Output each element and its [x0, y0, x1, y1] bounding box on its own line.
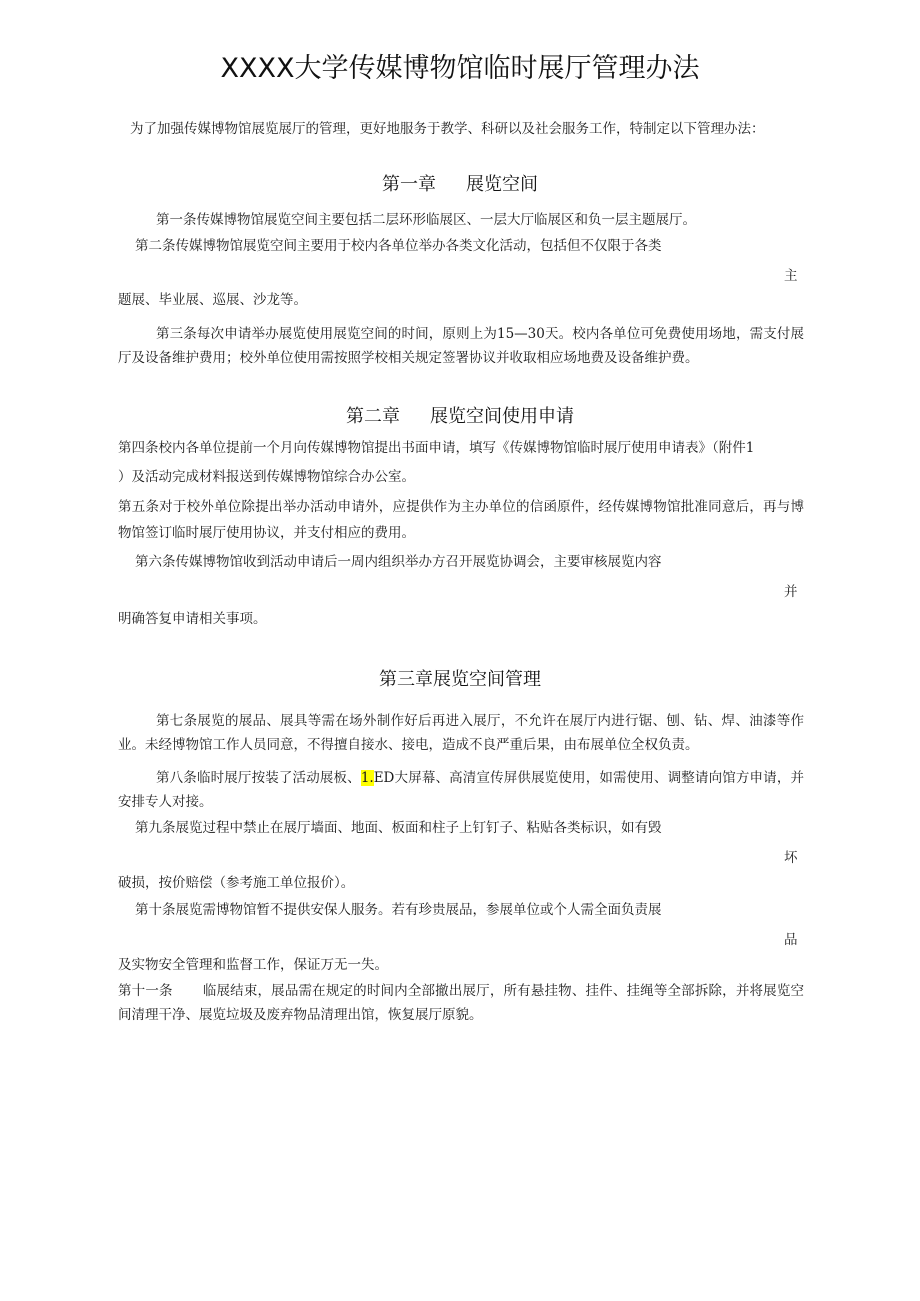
- article-6-line-2: 明确答复申请相关事项。: [118, 611, 267, 627]
- article-8: [118, 766, 804, 814]
- chapter-3-heading: [0, 665, 920, 691]
- article-10-line-1: 第十条展览需博物馆暂不提供安保人服务。若有珍贵展品，参展单位或个人需全面负责展: [135, 902, 662, 918]
- article-4-line-2: ）及活动完成材料报送到传媒博物馆综合办公室。: [118, 469, 415, 485]
- chapter-3-label: 第三章展览空间管理: [379, 669, 541, 690]
- chapter-1-name: 展览空间: [466, 174, 538, 195]
- article-6-line-end: 并: [784, 584, 798, 600]
- article-8-text-a: 第八条临时展厅按装了活动展板、: [156, 770, 361, 786]
- article-9-line-1: 第九条展览过程中禁止在展厅墙面、地面、板面和柱子上钉钉子、粘贴各类标识，如有毁: [135, 820, 662, 836]
- chapter-2-heading: [0, 402, 920, 428]
- article-11-label: 第十一条: [118, 983, 173, 999]
- intro-paragraph: 为了加强传媒博物馆展览展厅的管理，更好地服务于教学、科研以及社会服务工作，特制定以下管理办法：: [130, 121, 765, 137]
- article-2-line-2: 题展、毕业展、巡展、沙龙等。: [118, 292, 307, 308]
- article-6-line-1: 第六条传媒博物馆收到活动申请后一周内组织举办方召开展览协调会，主要审核展览内容: [135, 554, 662, 570]
- article-11-text: 临展结束，展品需在规定的时间内全部撤出展厅，所有悬挂物、挂件、挂绳等全部拆除，并将展览空间清理干净、展览垃圾及废弃物品清理出馆，恢复展厅原貌。: [118, 983, 805, 1023]
- chapter-1-label: 第一章: [382, 174, 436, 195]
- article-10-line-end: 品: [784, 932, 798, 948]
- chapter-1-heading: [0, 170, 920, 196]
- article-3: 第三条每次申请举办展览使用展览空间的时间，原则上为15—30天。校内各单位可免费使用场地，需支付展厅及设备维护费用；校外单位使用需按照学校相关规定签署协议并收取相应场地费及设备维护费。: [118, 326, 804, 366]
- article-1: 第一条传媒博物馆展览空间主要包括二层环形临展区、一层大厅临展区和负一层主题展厅。: [156, 212, 696, 228]
- document-title: XXXX大学传媒博物馆临时展厅管理办法: [220, 53, 700, 84]
- article-2-line-end: 主: [784, 268, 798, 284]
- article-9-line-end: 坏: [784, 850, 798, 866]
- article-4-line-1: 第四条校内各单位提前一个月向传媒博物馆提出书面申请，填写《传媒博物馆临时展厅使用申请表》（附件1: [118, 440, 755, 456]
- article-10-line-2: 及实物安全管理和监督工作，保证万无一失。: [118, 957, 388, 973]
- chapter-2-label: 第二章: [346, 406, 400, 427]
- article-5: 第五条对于校外单位除提出举办活动申请外，应提供作为主办单位的信函原件，经传媒博物馆批准同意后，再与博物馆签订临时展厅使用协议，并支付相应的费用。: [118, 499, 804, 541]
- chapter-2-name: 展览空间使用申请: [430, 406, 574, 427]
- article-7: 第七条展览的展品、展具等需在场外制作好后再进入展厅，不允许在展厅内进行锯、刨、钻、焊、油漆等作业。未经博物馆工作人员同意，不得擅自接水、接电，造成不良严重后果，由布展单位全权负责。: [118, 713, 804, 753]
- article-8-text-b: ED大屏幕、高清宣传屏供展览使用，如需使用、调整请向馆方申请，并安排专人对接。: [118, 770, 804, 810]
- article-8-highlight: 1.: [360, 770, 374, 786]
- article-2-line-1: 第二条传媒博物馆展览空间主要用于校内各单位举办各类文化活动，包括但不仅限于各类: [135, 238, 662, 254]
- article-9-line-2: 破损，按价赔偿（参考施工单位报价）。: [118, 875, 355, 891]
- article-11: [118, 979, 804, 1027]
